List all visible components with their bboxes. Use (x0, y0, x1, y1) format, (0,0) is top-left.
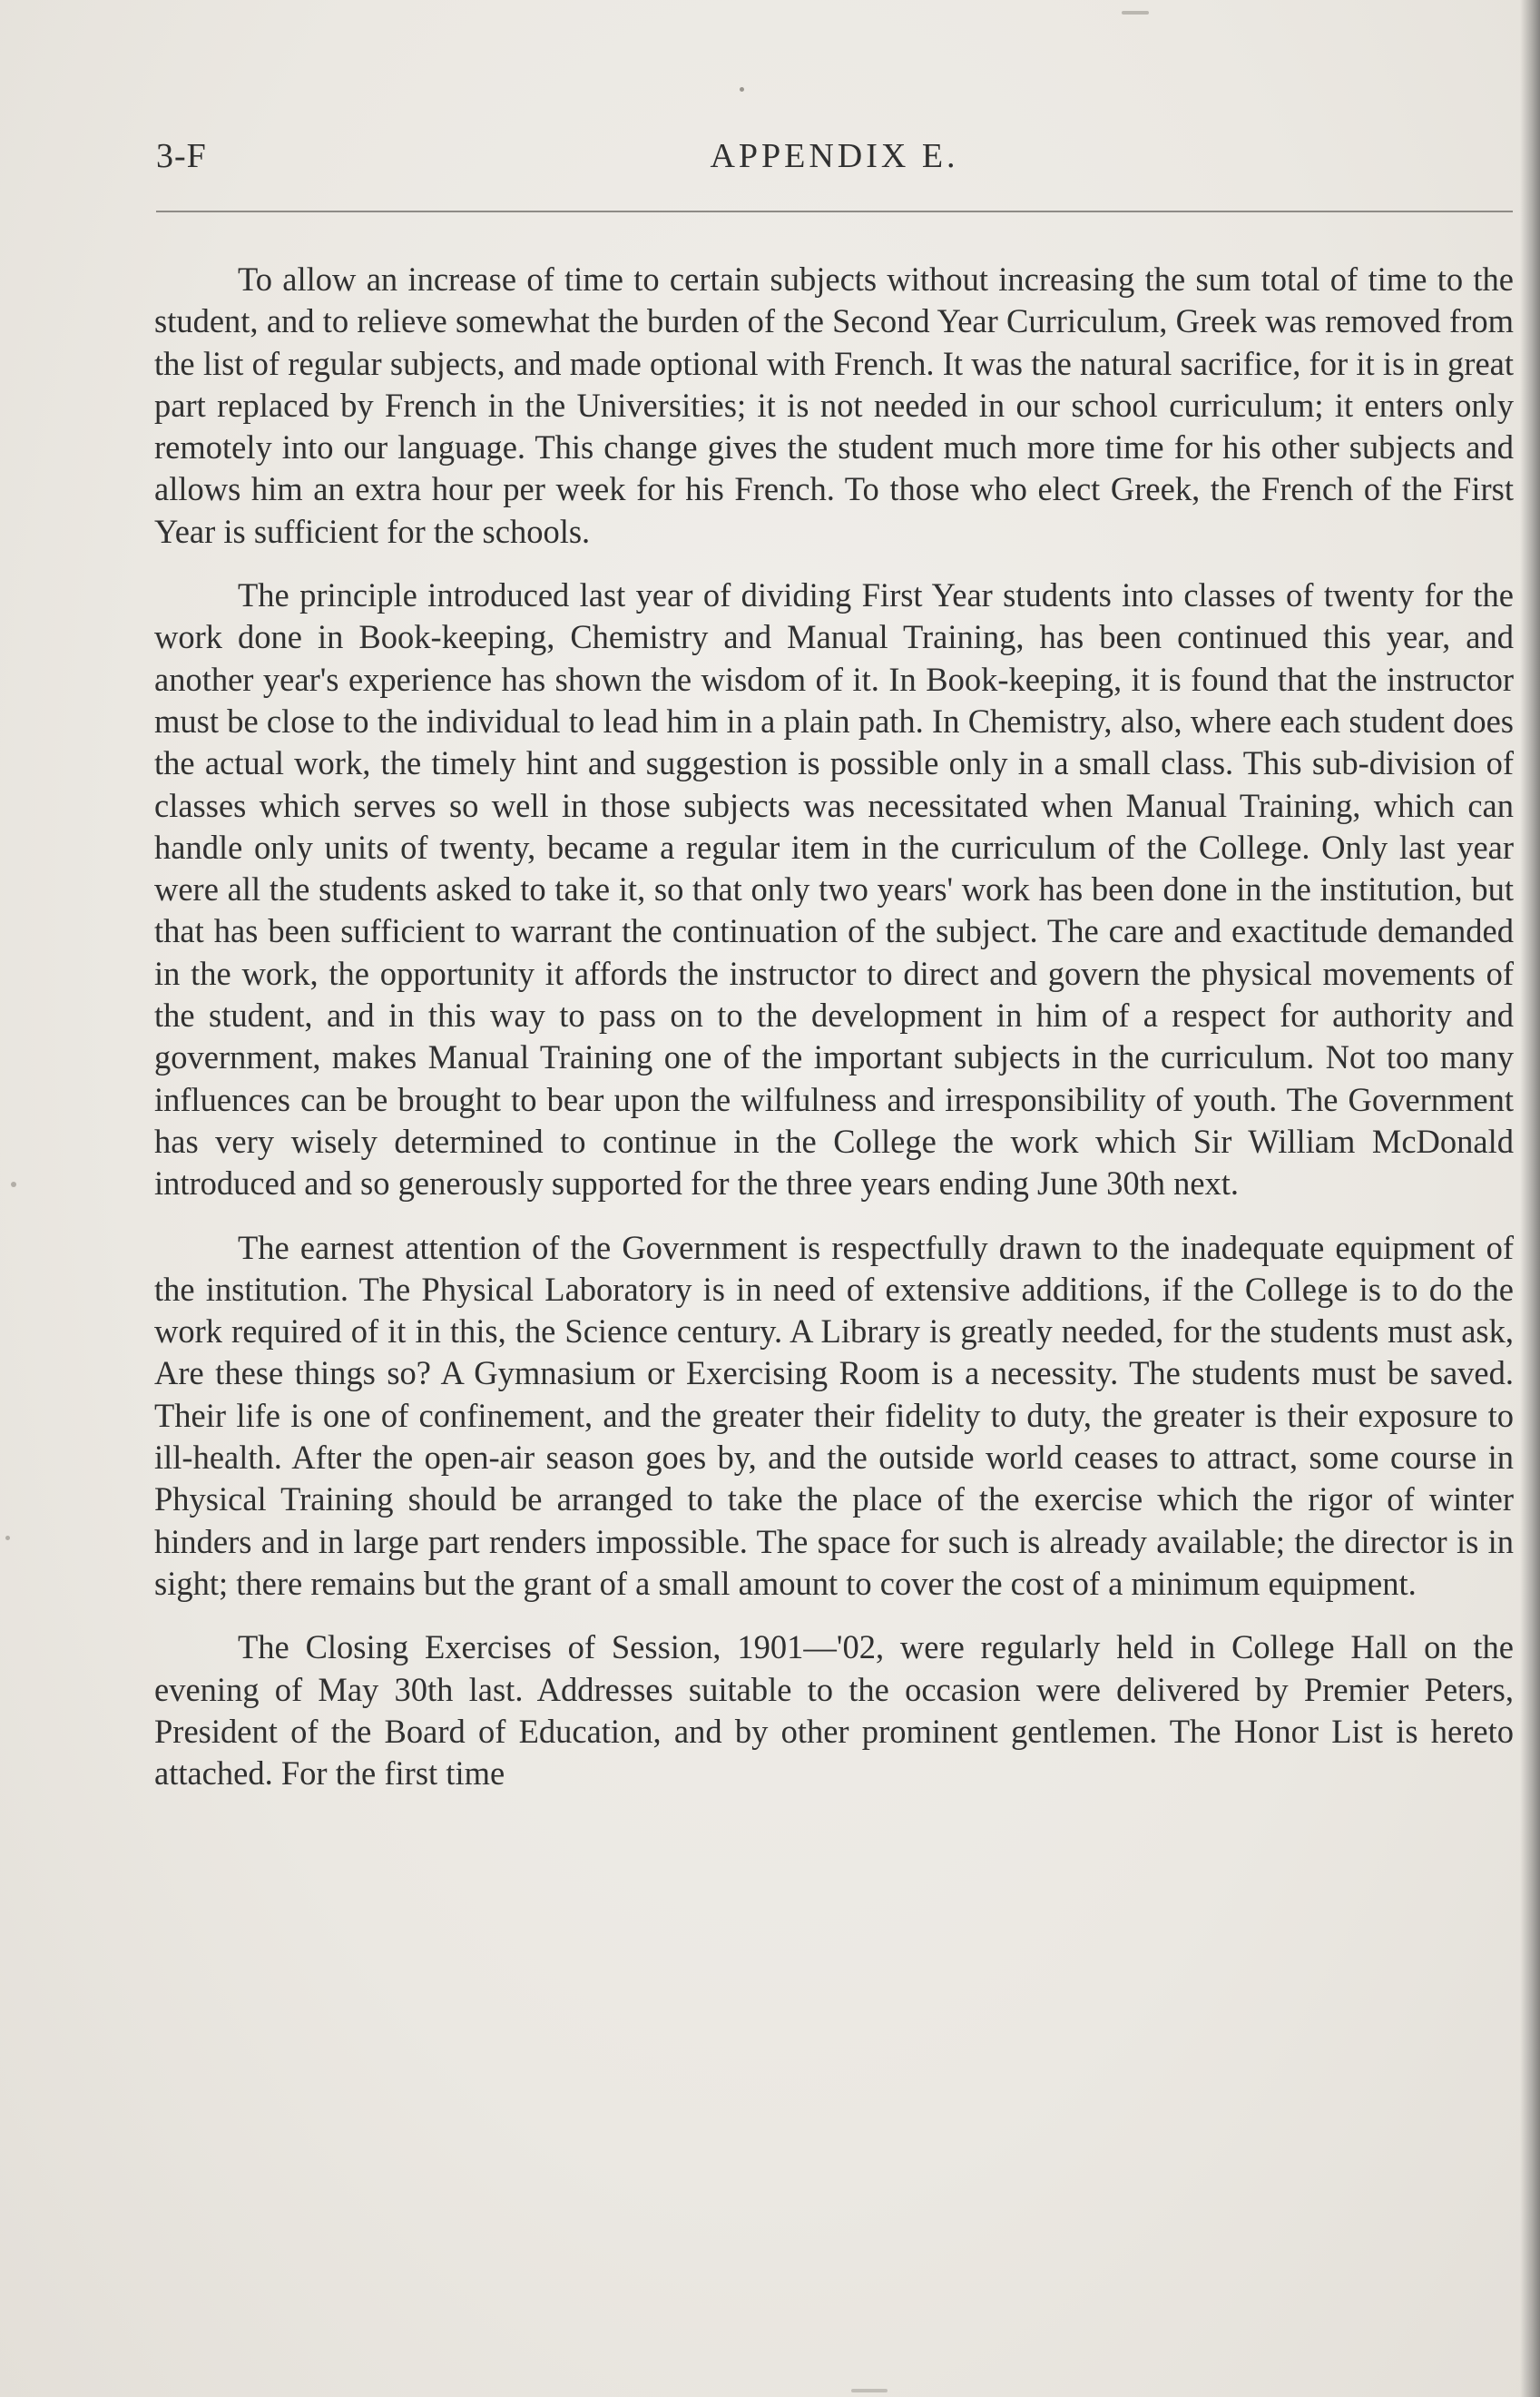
body-text (154, 259, 1514, 1816)
header-rule (156, 211, 1513, 212)
ink-speck (851, 2389, 888, 2392)
ink-speck (740, 87, 744, 92)
page-number: 3-F (156, 137, 207, 175)
page-edge-shadow (1520, 0, 1540, 2397)
paragraph-class-division: The principle introduced last year of dividing First Year students into classes of twenty for the work done in Book-keeping, Chemistry and Manual Training, has been continued this year, and another year's experience has shown the wisdom of it. In Book-keeping, it is found that the instructor must be close to the individual to lead him in a plain path. In Chemistry, also, where each student does the actual work, the timely hint and suggestion is possible only in a small class. This sub-division of classes which serves so well in those subjects was necessitated when Manual Training, which can handle only units of twenty, became a regular item in the curriculum of the College. Only last year were all the students asked to take it, so that only two years' work has been done in the institution, but that has been sufficient to warrant the continuation of the subject. The care and exactitude demanded in the work, the opportunity it affords the instructor to direct and govern the physical movements of the student, and in this way to pass on to the development in him of a respect for authority and government, makes Manual Training one of the important subjects in the curriculum. Not too many influences can be brought to bear upon the wilfulness and irresponsibility of youth. The Government has very wisely determined to continue in the College the work which Sir William McDonald introduced and so generously supported for the three years ending June 30th next. (154, 576, 1514, 1203)
paragraph-curriculum: To allow an increase of time to certain subjects without increasing the sum total of time to the student, and to relieve somewhat the burden of the Second Year Curriculum, Greek was removed from the list of regular subjects, and made optional with French. It was the natural sacrifice, for it is in great part replaced by French in the Universities; it is not needed in our school curriculum; it enters only remotely into our language. This change gives the student much more time for his other subjects and allows him an extra hour per week for his French. To those who elect Greek, the French of the First Year is sufficient for the schools. (154, 260, 1514, 550)
ink-speck (5, 1536, 10, 1540)
paragraph-equipment: The earnest attention of the Government is respectfully drawn to the inadequate equipment of the institution. The Physical Laboratory is in need of extensive additions, if the College is to do the work required of it in this, the Science century. A Library is greatly needed, for the students must ask, Are these things so? A Gymnasium or Exercising Room is a necessity. The students must be saved. Their life is one of confinement, and the greater their fidelity to duty, the greater is their exposure to ill-health. After the open-air season goes by, and the outside world ceases to attract, some course in Physical Training should be arranged to take the place of the exercise which the rigor of winter hinders and in large part renders impossible. The space for such is already available; the director is in sight; there remains but the grant of a small amount to cover the cost of a minimum equipment. (154, 1228, 1514, 1602)
ink-speck (11, 1182, 16, 1187)
page-header (156, 136, 1513, 191)
paragraph-closing-exercises: The Closing Exercises of Session, 1901—'02, were regularly held in College Hall on the evening of May 30th last. Addresses suitable to the occasion were delivered by Premier Peters, President of the Board of Education, and by other prominent gentlemen. The Honor List is hereto attached. For the first time (154, 1628, 1514, 1793)
ink-speck (1122, 11, 1149, 15)
running-title: APPENDIX E. (710, 137, 959, 175)
